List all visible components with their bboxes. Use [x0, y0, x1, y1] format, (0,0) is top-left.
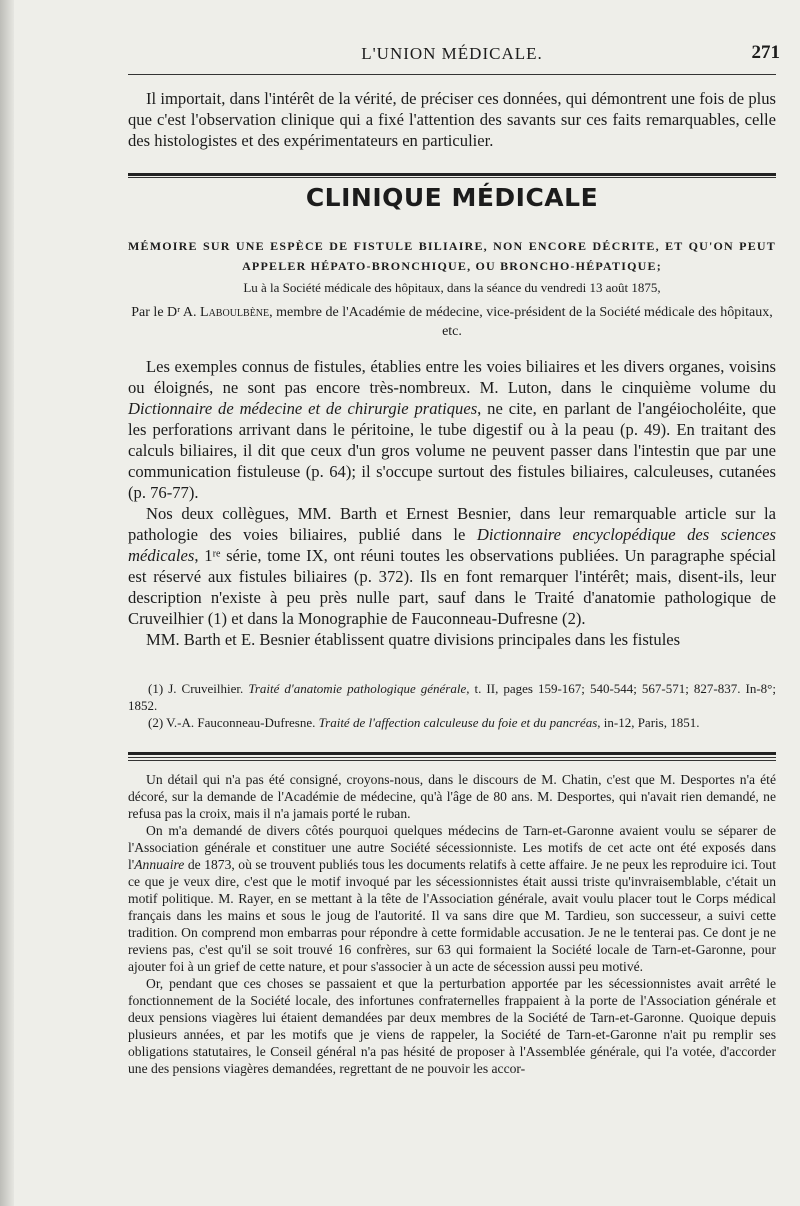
header-rule [128, 74, 776, 75]
text-run: On m'a demandé de divers côtés pourquoi quelques médecins de Tarn-et-Garonne avaient voulu se séparer de l'Association générale et constituer une autre Société sécessionniste. Les motifs de cet acte ont été exposés dans l' [128, 823, 776, 872]
article-paragraph-1 [128, 356, 776, 503]
footnotes [128, 680, 776, 731]
author-name: Laboulbène [200, 305, 270, 320]
italic-title: Traité d'anatomie pathologique générale [248, 681, 467, 696]
section-rule-top-thin [128, 177, 776, 178]
feuilleton-rule-thin [128, 757, 776, 758]
italic-title: Annuaire [134, 857, 185, 872]
section-title: CLINIQUE MÉDICALE [305, 183, 599, 212]
feuilleton-rule-thin-2 [128, 760, 776, 761]
section-rule-top [128, 173, 776, 176]
text-run: , 1ʳᵉ série, tome IX, ont réuni toutes les observations publiées. Un paragraphe spécial est réservé aux fistules biliaires (p. 372). Ils en font remarquer l'intérêt; mais, disent-ils, leur description n'existe à peu près nulle part, sauf dans le Traité d'anatomie pathologique de Cruveilhier (1) et dans la Monographie de Fauconneau-Dufresne (2). [128, 546, 776, 628]
italic-title: Dictionnaire encyclopédique des sciences médicales [128, 525, 776, 565]
article-paragraph-3: MM. Barth et E. Besnier établissent quatre divisions principales dans les fistules [146, 630, 681, 649]
feuilleton-paragraph-2 [128, 822, 776, 975]
author-suffix: , membre de l'Académie de médecine, vice-président de la Société médicale des hôpitaux, etc. [269, 305, 773, 339]
text-run: (1) J. Cruveilhier. [148, 681, 249, 696]
feuilleton-rule-thick [128, 752, 776, 755]
page-number: 271 [751, 42, 780, 63]
feuilleton-paragraph-1: Un détail qui n'a pas été consigné, croyons-nous, dans le discours de M. Chatin, c'est que M. Desportes n'a été décoré, sur la demande de l'Académie de médecine, qu'à l'âge de 80 ans. M. Desportes, qui n'avait rien demandé, ne refusa pas la croix, mais il n'a jamais porté le ruban. [128, 772, 776, 821]
footnote-2 [128, 714, 776, 731]
author-prefix: Par le Dʳ A. [131, 305, 201, 320]
italic-title: Traité de l'affection calculeuse du foie et du pancréas [318, 715, 598, 730]
italic-title: Dictionnaire de médecine et de chirurgie pratiques [128, 399, 478, 418]
text-run: (2) V.-A. Fauconneau-Dufresne. [148, 715, 319, 730]
feuilleton-paragraph-3: Or, pendant que ces choses se passaient et que la perturbation apportée par les sécessionnistes avait arrêté le fonctionnement de la Société locale, des infortunes confraternelles frappaient à la porte de l'Association générale et deux pensions viagères lui étaient demandées par deux membres de la Société de Tarn-et-Garonne. Quoique depuis plusieurs années, et par les motifs que je viens de rappeler, la Société de Tarn-et-Garonne n'ait pu remplir ses obligations statutaires, le Conseil général n'a pas hésité de proposer à l'Assemblée générale, qui l'a votée, d'accorder une des pensions viagères demandées, regrettant de ne pouvoir les accor- [128, 976, 776, 1076]
running-header [128, 40, 780, 70]
running-title: L'UNION MÉDICALE. [361, 44, 543, 63]
text-run: , ne cite, en parlant de l'angéiocholéite, que les perforations arrivant dans le péritoine, le tube digestif ou à la peau (p. 49). En traitant des calculs biliaires, il dit que ceux d'un gros volume ne peuvent passer dans l'intestin que par une communication fistuleuse (p. 64); il s'occupe surtout des fistules biliaires, calculeuses, cutanées (p. 76-77). [128, 399, 776, 502]
page-left-edge-shadow [0, 0, 14, 1206]
text-run: de 1873, où se trouvent publiés tous les documents relatifs à cette affaire. Je ne peux les reproduire ici. Tout ce que je veux dire, c'est que le motif invoqué par les sécessionnistes était aussi triste qu'invraisemblable, c'était un motif politique. M. Rayer, en se mettant à la tête de l'Association générale, avait voulu placer tout le Corps médical français dans les mains et sous le joug de l'autorité. Il va sans dire que M. Tardieu, son successeur, a suivi cette tradition. On comprend mon embarras pour répondre à cette formidable accusation. Je ne le tenterai pas. Ce dont je ne reviens pas, c'est qu'il se soit trouvé 16 confrères, sur 63 qui formaient la Société locale de Tarn-et-Garonne, pour ajouter foi à un grief de cette nature, et pour s'associer à un acte de sécession aussi peu motivé. [128, 857, 776, 974]
text-run: Nos deux collègues, MM. Barth et Ernest Besnier, dans leur remarquable article sur la pathologie des voies biliaires, publié dans le [128, 504, 776, 544]
feuilleton-block [128, 771, 776, 1077]
article-body [128, 356, 776, 650]
text-run: , t. II, pages 159-167; 540-544; 567-571; 827-837. In-8°; 1852. [128, 681, 776, 713]
intro-block [128, 88, 776, 151]
memoir-title: MÉMOIRE SUR UNE ESPÈCE DE FISTULE BILIAIRE, NON ENCORE DÉCRITE, ET QU'ON PEUT APPELER HÉPATO-BRONCHIQUE, OU BRONCHO-HÉPATIQUE; [128, 239, 776, 273]
memoir-author [128, 303, 776, 341]
memoir-read-at: Lu à la Société médicale des hôpitaux, dans la séance du vendredi 13 août 1875, [243, 280, 661, 295]
intro-paragraph: Il importait, dans l'intérêt de la vérité, de préciser ces données, qui démontrent une fois de plus que c'est l'observation clinique qui a fixé l'attention des savants sur ces faits remarquables, celle des histologistes et des expérimentateurs en particulier. [128, 89, 776, 150]
text-run: Les exemples connus de fistules, établies entre les voies biliaires et les divers organes, voisins ou éloignés, ne sont pas encore très-nombreux. M. Luton, dans le cinquième volume du [128, 357, 776, 397]
text-run: , in-12, Paris, 1851. [597, 715, 700, 730]
footnote-1 [128, 680, 776, 714]
article-paragraph-2 [128, 503, 776, 629]
